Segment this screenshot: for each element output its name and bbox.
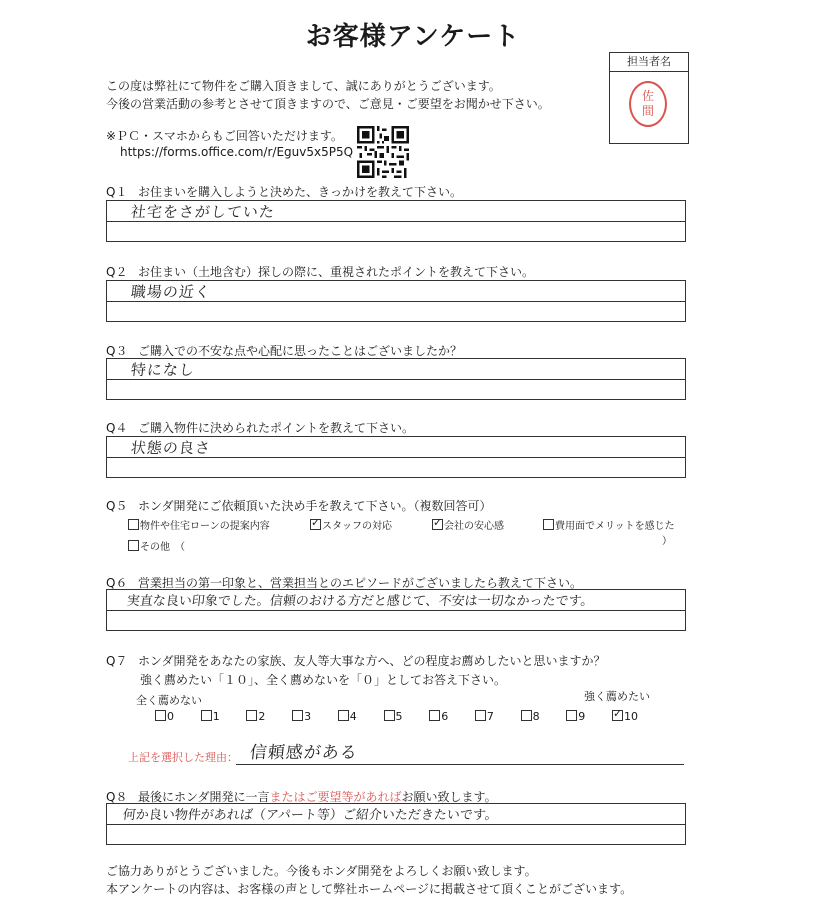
q7-scale: [155, 710, 655, 726]
q5-option-proposal[interactable]: 物件や住宅ローンの提案内容: [128, 517, 270, 532]
q1-question: Q１ お住まいを購入しようと決めた、きっかけを教えて下さい。: [106, 185, 463, 199]
name-stamp: 佐 間: [629, 81, 667, 127]
q7-option-7[interactable]: [475, 710, 494, 723]
closing-line-2: 本アンケートの内容は、お客様の声として弊社ホームページに掲載させて頂くことがございます。: [106, 882, 633, 896]
checkbox-checked-icon: [612, 710, 623, 721]
intro-line-1: この度は弊社にて物件をご購入頂きまして、誠にありがとうございます。: [106, 79, 501, 93]
q2-question: Q２ お住まい（土地含む）探しの際に、重視されたポイントを教えて下さい。: [106, 265, 535, 279]
q7-option-label: 10: [624, 710, 638, 723]
q7-option-label: 6: [441, 710, 449, 723]
checkbox-icon: [246, 710, 257, 721]
q3-question: Q３ ご購入での不安な点や心配に思ったことはございましたか？: [106, 344, 463, 358]
checkbox-icon: [201, 710, 212, 721]
q6-answer: 実直な良い印象でした。信頼のおける方だと感じて、不安は一切なかったです。: [126, 594, 595, 609]
q7-question: Q７ ホンダ開発をあなたの家族、友人等大事な方へ、どの程度お薦めしたいと思いますか？: [106, 654, 606, 668]
checkbox-icon: [429, 710, 440, 721]
q7-reason: 信頼感がある: [248, 743, 359, 763]
q2-answer: 職場の近く: [130, 283, 212, 301]
q7-option-4[interactable]: [338, 710, 357, 723]
q7-option-5[interactable]: [384, 710, 403, 723]
q6-answer-box[interactable]: [106, 589, 686, 631]
page-title: お客様アンケート: [305, 22, 521, 52]
q8-answer: 何か良い物件があれば（アパート等）ご紹介いただきたいです。: [122, 808, 499, 823]
q5-option-cost[interactable]: 費用面でメリットを感じた: [543, 517, 675, 532]
checkbox-icon: [543, 519, 554, 530]
checkbox-icon: [384, 710, 395, 721]
checkbox-icon: [128, 519, 139, 530]
checkbox-icon: [292, 710, 303, 721]
q4-question: Q４ ご購入物件に決められたポイントを教えて下さい。: [106, 421, 415, 435]
intro-line-2: 今後の営業活動の参考とさせて頂きますので、ご意見・ご要望をお聞かせ下さい。: [106, 97, 550, 111]
q3-answer: 特になし: [130, 361, 196, 379]
q2-answer-box[interactable]: [106, 280, 686, 322]
staff-box: [609, 52, 689, 144]
checkbox-icon: [566, 710, 577, 721]
checkbox-icon: [338, 710, 349, 721]
q7-option-2[interactable]: [246, 710, 265, 723]
closing-line-1: ご協力ありがとうございました。今後もホンダ開発をよろしくお願い致します。: [106, 864, 537, 878]
q7-option-label: 1: [212, 710, 220, 723]
q7-reason-line: [236, 764, 684, 765]
checkbox-checked-icon: [310, 519, 321, 530]
q7-reason-label: 上記を選択した理由：: [128, 751, 238, 764]
q7-high-label: 強く薦めたい: [584, 690, 650, 703]
staff-label: 担当者名: [610, 53, 688, 72]
checkbox-icon: [475, 710, 486, 721]
qr-code-icon[interactable]: [357, 126, 409, 178]
q4-answer-box[interactable]: [106, 436, 686, 478]
checkbox-icon: [128, 540, 139, 551]
q7-option-label: 9: [578, 710, 586, 723]
q7-option-label: 5: [395, 710, 403, 723]
q5-question: Q５ ホンダ開発にご依頼頂いた決め手を教えて下さい。（複数回答可）: [106, 499, 492, 513]
q5-option-staff[interactable]: ✓ スタッフの対応: [310, 517, 392, 532]
q7-option-8[interactable]: [521, 710, 540, 723]
q7-option-10[interactable]: [612, 710, 638, 723]
checkbox-icon: [155, 710, 166, 721]
q6-question: Q６ 営業担当の第一印象と、営業担当とのエピソードがございましたら教えて下さい。: [106, 576, 583, 590]
q7-option-6[interactable]: [429, 710, 448, 723]
q7-option-1[interactable]: [201, 710, 220, 723]
checkbox-icon: [521, 710, 532, 721]
q8-answer-box[interactable]: [106, 803, 686, 845]
q7-option-label: 8: [532, 710, 540, 723]
q7-option-label: 4: [349, 710, 357, 723]
form-url[interactable]: https://forms.office.com/r/Eguv5x5P5Q: [120, 145, 354, 159]
q7-option-label: 7: [486, 710, 494, 723]
q1-answer-box[interactable]: [106, 200, 686, 242]
q7-subtext: 強く薦めたい「１０」、全く薦めないを「０」としてお答え下さい。: [140, 673, 507, 687]
q1-answer: 社宅をさがしていた: [130, 203, 276, 221]
q7-option-0[interactable]: [155, 710, 174, 723]
web-note: ※ＰＣ・スマホからもご回答いただけます。: [106, 129, 343, 143]
q7-option-label: 2: [258, 710, 266, 723]
q8-highlight: またはご要望等があれば: [269, 790, 402, 804]
q5-option-trust[interactable]: ✓ 会社の安心感: [432, 517, 504, 532]
q7-option-label: 0: [167, 710, 174, 723]
q7-option-label: 3: [304, 710, 312, 723]
q7-option-3[interactable]: [292, 710, 311, 723]
q5-option-other[interactable]: その他 （: [128, 538, 185, 553]
q4-answer: 状態の良さ: [130, 439, 212, 457]
q5-other-close: ）: [662, 536, 672, 547]
q8-question: Q８ 最後にホンダ開発に一言またはご要望等があればお願い致します。: [106, 790, 497, 804]
q3-answer-box[interactable]: [106, 358, 686, 400]
checkbox-checked-icon: [432, 519, 443, 530]
q7-low-label: 全く薦めない: [136, 694, 202, 707]
q7-option-9[interactable]: [566, 710, 585, 723]
